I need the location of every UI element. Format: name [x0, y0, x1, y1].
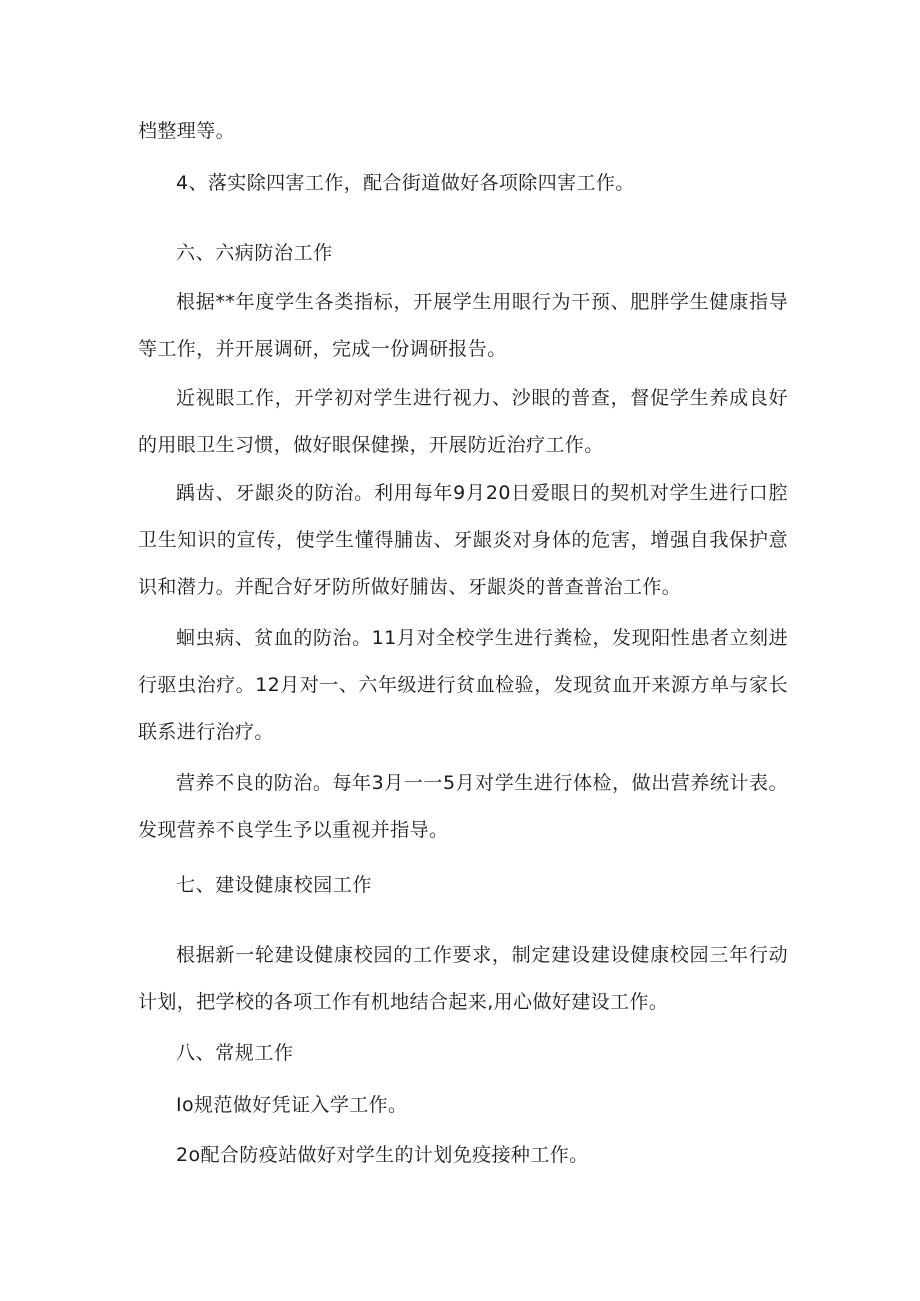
paragraph-item-4: 4、落实除四害工作，配合街道做好各项除四害工作。	[176, 172, 635, 194]
section-heading-six: 六、六病防治工作	[176, 242, 333, 264]
paragraph-myopia: 近视眼工作，开学初对学生进行视力、沙眼的普查，督促学生养成良好的用眼卫生习惯，做好眼保健操，开展防近治疗工作。	[138, 387, 788, 456]
paragraph-routine-1: Io规范做好凭证入学工作。	[176, 1094, 408, 1116]
section-heading-seven: 七、建设健康校园工作	[176, 874, 373, 896]
paragraph-indicators: 根据**年度学生各类指标，开展学生用眼行为干预、肥胖学生健康指导等工作，并开展调研，完成一份调研报告。	[138, 291, 788, 360]
paragraph-healthy-campus: 根据新一轮建设健康校园的工作要求，制定建设建设健康校园三年行动计划，把学校的各项工作有机地结合起来,用心做好建设工作。	[138, 944, 788, 1013]
paragraph-nutrition: 营养不良的防治。每年3月一一5月对学生进行体检，做出营养统计表。发现营养不良学生予以重视并指导。	[138, 772, 788, 841]
paragraph-parasite-anemia: 蛔虫病、贫血的防治。11月对全校学生进行粪检，发现阳性患者立刻进行驱虫治疗。12月对一、六年级进行贫血检验，发现贫血开来源方单与家长联系进行治疗。	[138, 627, 788, 743]
paragraph-continuation: 档整理等。	[138, 120, 236, 142]
section-heading-eight: 八、常规工作	[176, 1042, 294, 1064]
paragraph-dental: 踽齿、牙龈炎的防治。利用每年9月20日爱眼日的契机对学生进行口腔卫生知识的宣传，使学生懂得脯齿、牙龈炎对身体的危害，增强自我保护意识和潜力。并配合好牙防所做好脯齿、牙龈炎的普查普治工作。	[138, 482, 788, 598]
paragraph-routine-2: 2o配合防疫站做好对学生的计划免疫接种工作。	[176, 1144, 589, 1166]
